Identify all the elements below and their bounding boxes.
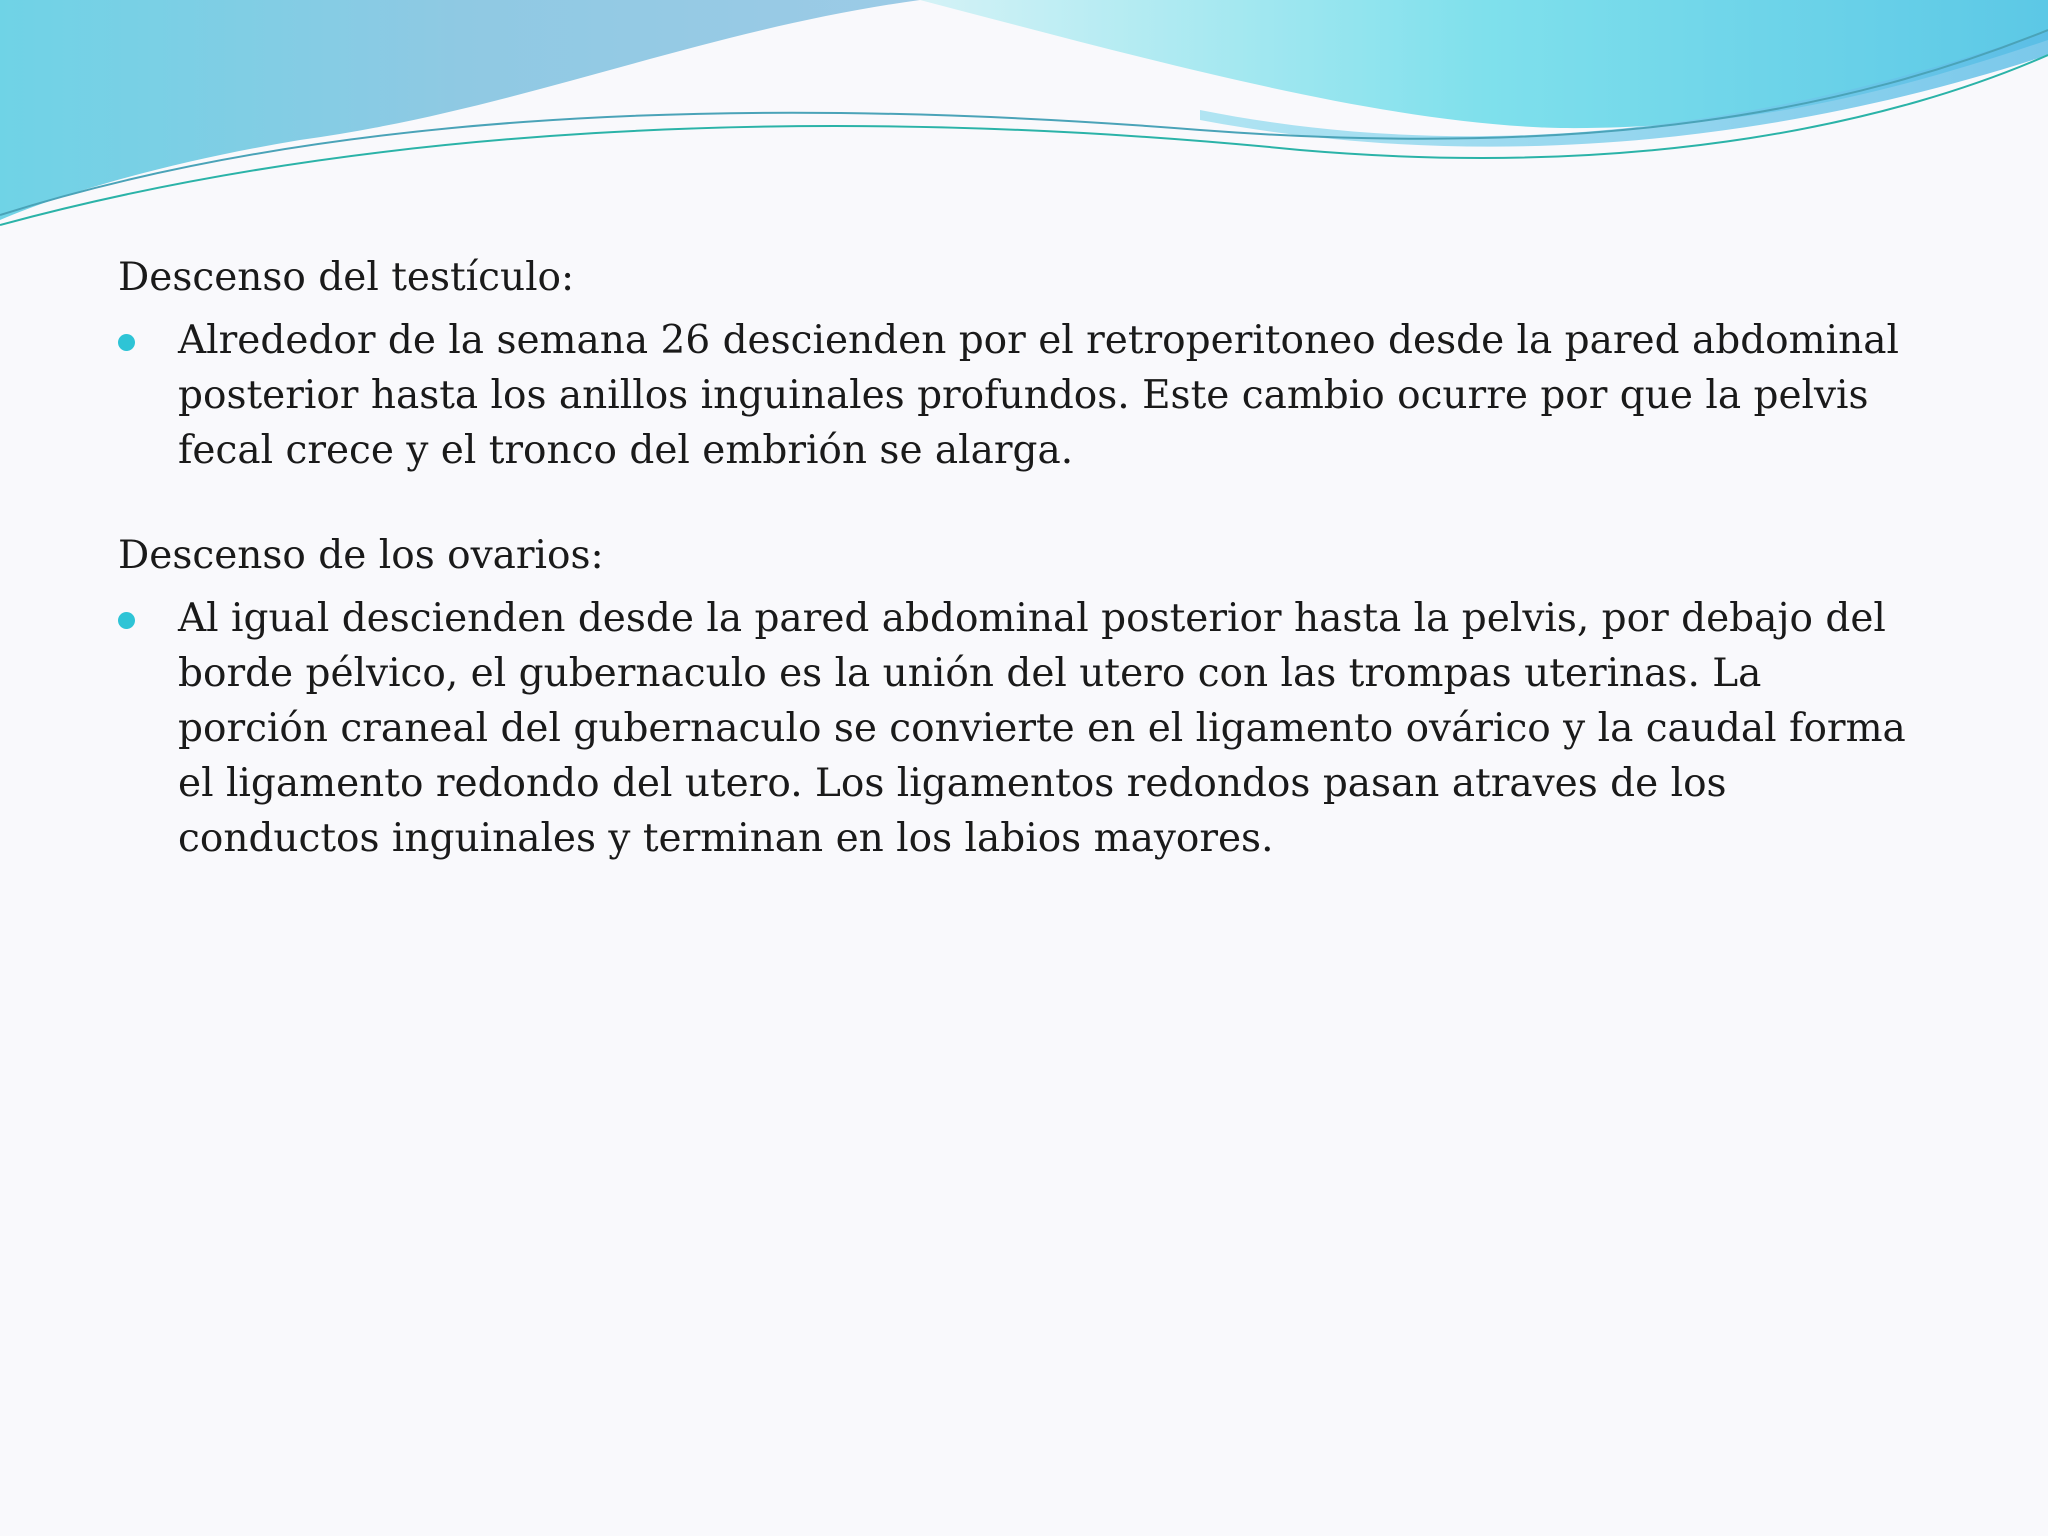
bullet-dot-icon (118, 612, 135, 629)
section-spacer (118, 478, 1908, 528)
bullet-dot-icon (118, 334, 135, 351)
wave-left-shape (0, 0, 920, 220)
section-heading: Descenso de los ovarios: (118, 533, 604, 578)
bullet-text: Alrededor de la semana 26 descienden por el retroperitoneo desde la pared abdominal posterior hasta los anillos inguinales profundos. Este cambio ocurre por que la pelvis fecal crece y el tronco del embrión se alarga. (178, 318, 1899, 473)
section-ovaries (118, 528, 1908, 866)
bullet-item (118, 313, 1908, 478)
section-heading: Descenso del testículo: (118, 255, 575, 300)
slide-content (118, 250, 1908, 866)
section-testicle (118, 250, 1908, 478)
decorative-wave-header (0, 0, 2048, 240)
bullet-item (118, 591, 1908, 866)
wave-right-shape (920, 0, 2048, 128)
bullet-text: Al igual descienden desde la pared abdominal posterior hasta la pelvis, por debajo del borde pélvico, el gubernaculo es la unión del utero con las trompas uterinas. La porción craneal del gubernaculo se convierte en el ligamento ovárico y la caudal forma el ligamento redondo del utero. Los ligamentos redondos pasan atraves de los conductos inguinales y terminan en los labios mayores. (178, 596, 1906, 861)
